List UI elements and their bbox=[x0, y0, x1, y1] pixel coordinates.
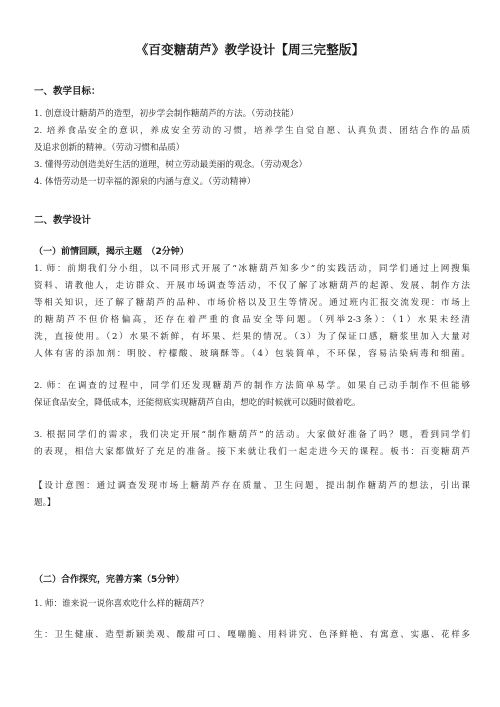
paragraph-1-line: 资料、请教他人，走访群众、开展市场调查等活动，不仅了解了冰糖葫芦的起源、发展、制作方法 bbox=[34, 281, 470, 291]
paragraph-1-line: 人体有害的添加剂：明胶、柠檬酸、玻璃酥等。（4）包装简单，不环保，容易沾染病毒和细菌。 bbox=[34, 349, 470, 359]
objective-item-1: 1. 创意设计糖葫芦的造型，初步学会制作糖葫芦的方法。（劳动技能） bbox=[34, 109, 299, 119]
subsection-heading-review: （一）前情回顾，揭示主题 （2分钟） bbox=[34, 247, 189, 257]
objective-item-3: 3. 懂得劳动创造美好生活的道理，树立劳动最美丽的观念。（劳动观念） bbox=[34, 160, 308, 170]
design-intent-line: 【设计意图：通过调查发现市场上糖葫芦存在质量、卫生问题，提出制作糖葫芦的想法，引出课 bbox=[34, 481, 470, 491]
section-heading-design: 二、教学设计 bbox=[34, 215, 92, 226]
explore-paragraph-2: 生：卫生健康、造型新颖美观、酸甜可口、嘎嘣脆、用料讲究、色泽鲜艳、有寓意、实惠、花样多 bbox=[34, 630, 470, 640]
objective-item-2: 2. 培养食品安全的意识，养成安全劳动的习惯，培养学生自觉自愿、认真负责、团结合作的品质 bbox=[34, 126, 470, 136]
explore-paragraph-1: 1. 师：谁来说一说你喜欢吃什么样的糖葫芦？ bbox=[34, 599, 209, 609]
objective-item-4: 4. 体悟劳动是一切幸福的源泉的内涵与意义。（劳动精神） bbox=[34, 177, 256, 187]
paragraph-3-line: 3. 根据同学们的需求，我们决定开展“制作糖葫芦”的活动。大家做好准备了吗？嗯，看到同学们 bbox=[34, 430, 470, 440]
paragraph-2-line: 保证食品安全，降低成本，还能彻底实现糖葫芦自由，想吃的时候就可以随时做着吃。 bbox=[34, 398, 361, 408]
paragraph-3-line: 的表现，相信大家都做好了充足的准备。接下来就让我们一起走进今天的课程。板书：百变糖葫芦 bbox=[34, 447, 470, 457]
paragraph-1-line: 等相关知识，还了解了糖葫芦的品种、市场价格以及卫生等情况。通过班内汇报交流发现：市场上 bbox=[34, 298, 470, 308]
paragraph-1-line: 洗，直接使用。（2）水果不新鲜，有坏果、烂果的情况。（3）为了保证口感，糖浆里加入大量对 bbox=[34, 332, 470, 342]
paragraph-1-line: 的糖葫芦不但价格偏高，还存在着严重的食品安全等问题。（列举2-3条）：（1）水果未经清 bbox=[34, 315, 470, 325]
paragraph-2-line: 2. 师：在调查的过程中，同学们还发现糖葫芦的制作方法简单易学。如果自己动手制作不但能够 bbox=[34, 381, 470, 391]
paragraph-1-line: 1. 师：前期我们分小组，以不同形式开展了“冰糖葫芦知多少”的实践活动，同学们通过上网搜集 bbox=[34, 264, 470, 274]
document-title: 《百变糖葫芦》教学设计【周三完整版】 bbox=[135, 42, 365, 57]
objective-item-2-cont: 及追求创新的精神。（劳动习惯和品质） bbox=[34, 143, 185, 153]
design-intent-line: 题。】 bbox=[34, 498, 56, 508]
section-heading-objectives: 一、教学目标： bbox=[34, 86, 101, 97]
subsection-heading-explore: （二）合作探究，完善方案（5分钟） bbox=[34, 575, 185, 585]
